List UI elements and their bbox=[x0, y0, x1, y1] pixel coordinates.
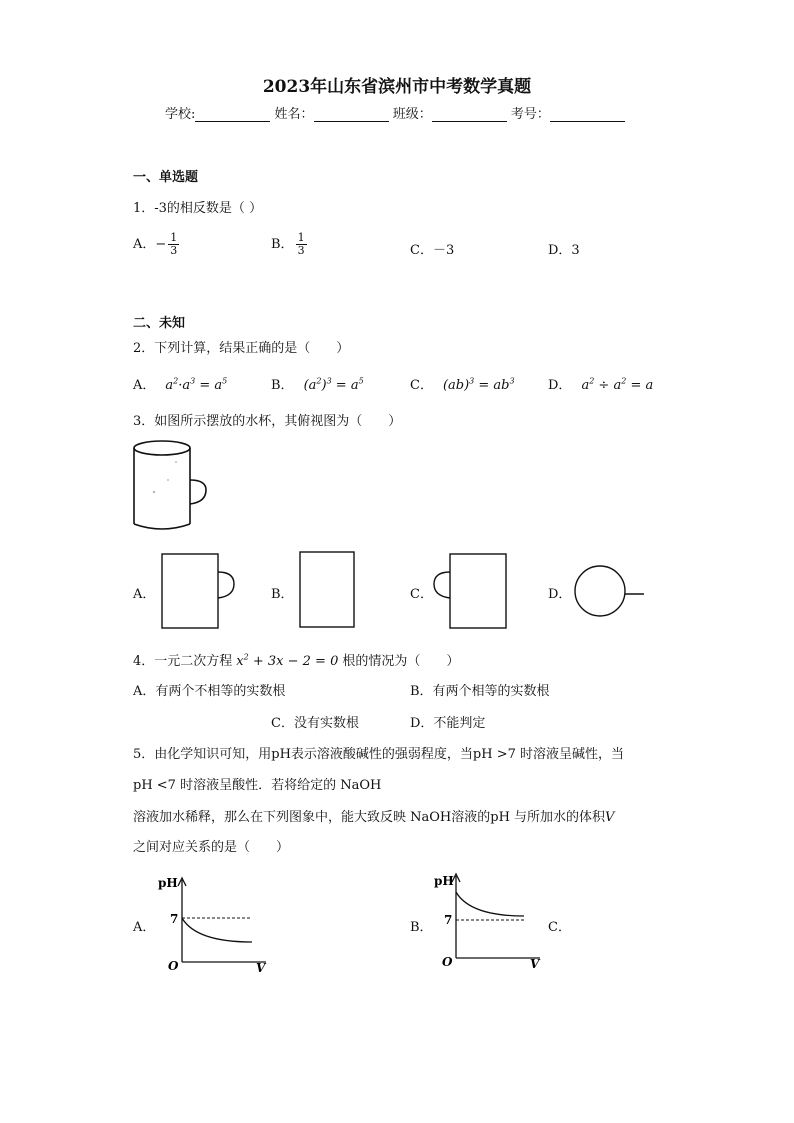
q1-b-denominator: 3 bbox=[297, 244, 305, 257]
q1-b-label: B． bbox=[271, 237, 294, 252]
q2-c-math: $(ab)^3 = ab^3$ bbox=[442, 376, 515, 393]
q2-option-a[interactable] bbox=[133, 374, 227, 393]
header-fields bbox=[165, 103, 625, 122]
q2-b-math: $(a^2)^3 = a^5$ bbox=[303, 376, 364, 393]
school-label: 学校: bbox=[165, 107, 196, 122]
q5-b-level-label: 7 bbox=[444, 913, 453, 927]
q1-stem: 1．-3的相反数是（ ） bbox=[133, 201, 263, 216]
q1-b-fraction bbox=[296, 232, 307, 257]
q1-a-sign: − bbox=[155, 237, 167, 252]
section-heading-unknown: 二、未知 bbox=[133, 316, 186, 331]
name-blank[interactable] bbox=[314, 107, 389, 122]
q5-a-graph bbox=[156, 870, 274, 976]
q1-a-denominator: 3 bbox=[170, 244, 178, 257]
q2-a-label: A． bbox=[133, 378, 156, 393]
q4-equation: $x^2 + 3x - 2 = 0$ bbox=[236, 652, 339, 669]
class-label: 班级： bbox=[392, 107, 432, 122]
q1-option-b[interactable] bbox=[271, 232, 307, 257]
q3-option-d[interactable]: D． bbox=[548, 587, 572, 602]
q2-d-label: D． bbox=[548, 378, 572, 393]
q3-d-figure bbox=[572, 564, 648, 620]
q3-option-b[interactable]: B． bbox=[271, 587, 294, 602]
q1-option-c[interactable]: C．－3 bbox=[410, 243, 455, 258]
q1-option-a[interactable] bbox=[133, 232, 179, 257]
q3-stem: 3．如图所示摆放的水杯，其俯视图为（ ） bbox=[133, 414, 402, 429]
q3-option-c[interactable]: C． bbox=[410, 587, 433, 602]
number-blank[interactable] bbox=[550, 107, 625, 122]
class-blank[interactable] bbox=[432, 107, 507, 122]
q5-a-level-label: 7 bbox=[170, 912, 179, 926]
q5-a-x-label: V bbox=[256, 961, 266, 975]
q5-b-graph bbox=[430, 866, 548, 972]
section-heading-single-choice: 一、单选题 bbox=[133, 170, 199, 185]
q5-line2: pH <7 时溶液呈酸性．若将给定的 NaOH bbox=[133, 778, 382, 793]
q5-b-x-label: V bbox=[530, 957, 540, 971]
q2-d-math: $a^2 \div a^2 = a$ bbox=[581, 376, 654, 393]
q4-stem-prefix: 4．一元二次方程 bbox=[133, 654, 233, 669]
q4-stem bbox=[133, 650, 459, 669]
q5-a-origin-label: O bbox=[168, 959, 179, 973]
q5-b-y-label: pH bbox=[434, 874, 454, 888]
school-blank[interactable] bbox=[195, 107, 270, 122]
q2-option-b[interactable] bbox=[271, 374, 364, 393]
q5-line3 bbox=[133, 806, 614, 825]
q4-option-d[interactable]: D．不能判定 bbox=[410, 716, 486, 731]
q5-a-y-label: pH bbox=[158, 876, 178, 890]
q3-option-a[interactable]: A． bbox=[133, 587, 156, 602]
q1-b-numerator: 1 bbox=[297, 231, 305, 244]
page-title: 2023年山东省滨州市中考数学真题 bbox=[262, 77, 532, 97]
q1-a-numerator: 1 bbox=[170, 231, 178, 244]
q2-option-c[interactable] bbox=[410, 374, 515, 393]
q2-b-label: B． bbox=[271, 378, 294, 393]
q3-b-figure bbox=[298, 550, 358, 630]
q1-a-label: A． bbox=[133, 237, 156, 252]
q4-option-c[interactable]: C．没有实数根 bbox=[271, 716, 359, 731]
q4-option-a[interactable]: A．有两个不相等的实数根 bbox=[133, 684, 286, 699]
number-label: 考号： bbox=[510, 107, 550, 122]
q5-b-origin-label: O bbox=[442, 955, 453, 969]
q3-c-figure bbox=[430, 552, 510, 630]
q5-option-a[interactable]: A． bbox=[133, 920, 156, 935]
name-label: 姓名： bbox=[274, 107, 314, 122]
q5-line3-text: 溶液加水稀释，那么在下列图象中，能大致反映 NaOH溶液的pH 与所加水的体积 bbox=[133, 810, 606, 825]
q2-c-label: C． bbox=[410, 378, 433, 393]
q4-option-b[interactable]: B．有两个相等的实数根 bbox=[410, 684, 550, 699]
q4-stem-suffix: 根的情况为（ ） bbox=[342, 654, 460, 669]
q1-option-d[interactable]: D．3 bbox=[548, 243, 580, 258]
q1-a-fraction bbox=[168, 232, 179, 257]
q5-option-b[interactable]: B． bbox=[410, 920, 433, 935]
q2-a-math: $a^2\cdot a^3 = a^5$ bbox=[165, 376, 228, 393]
q2-option-d[interactable] bbox=[548, 374, 653, 393]
q2-stem: 2．下列计算，结果正确的是（ ） bbox=[133, 341, 350, 356]
q5-line4: 之间对应关系的是（ ） bbox=[133, 840, 290, 855]
q5-variable-v: V bbox=[605, 810, 615, 825]
q5-option-c[interactable]: C． bbox=[548, 920, 571, 935]
q5-line1: 5．由化学知识可知，用pH表示溶液酸碱性的强弱程度，当pH >7 时溶液呈碱性，当 bbox=[133, 747, 625, 762]
q3-a-figure bbox=[160, 552, 240, 630]
mug-figure bbox=[128, 432, 218, 537]
